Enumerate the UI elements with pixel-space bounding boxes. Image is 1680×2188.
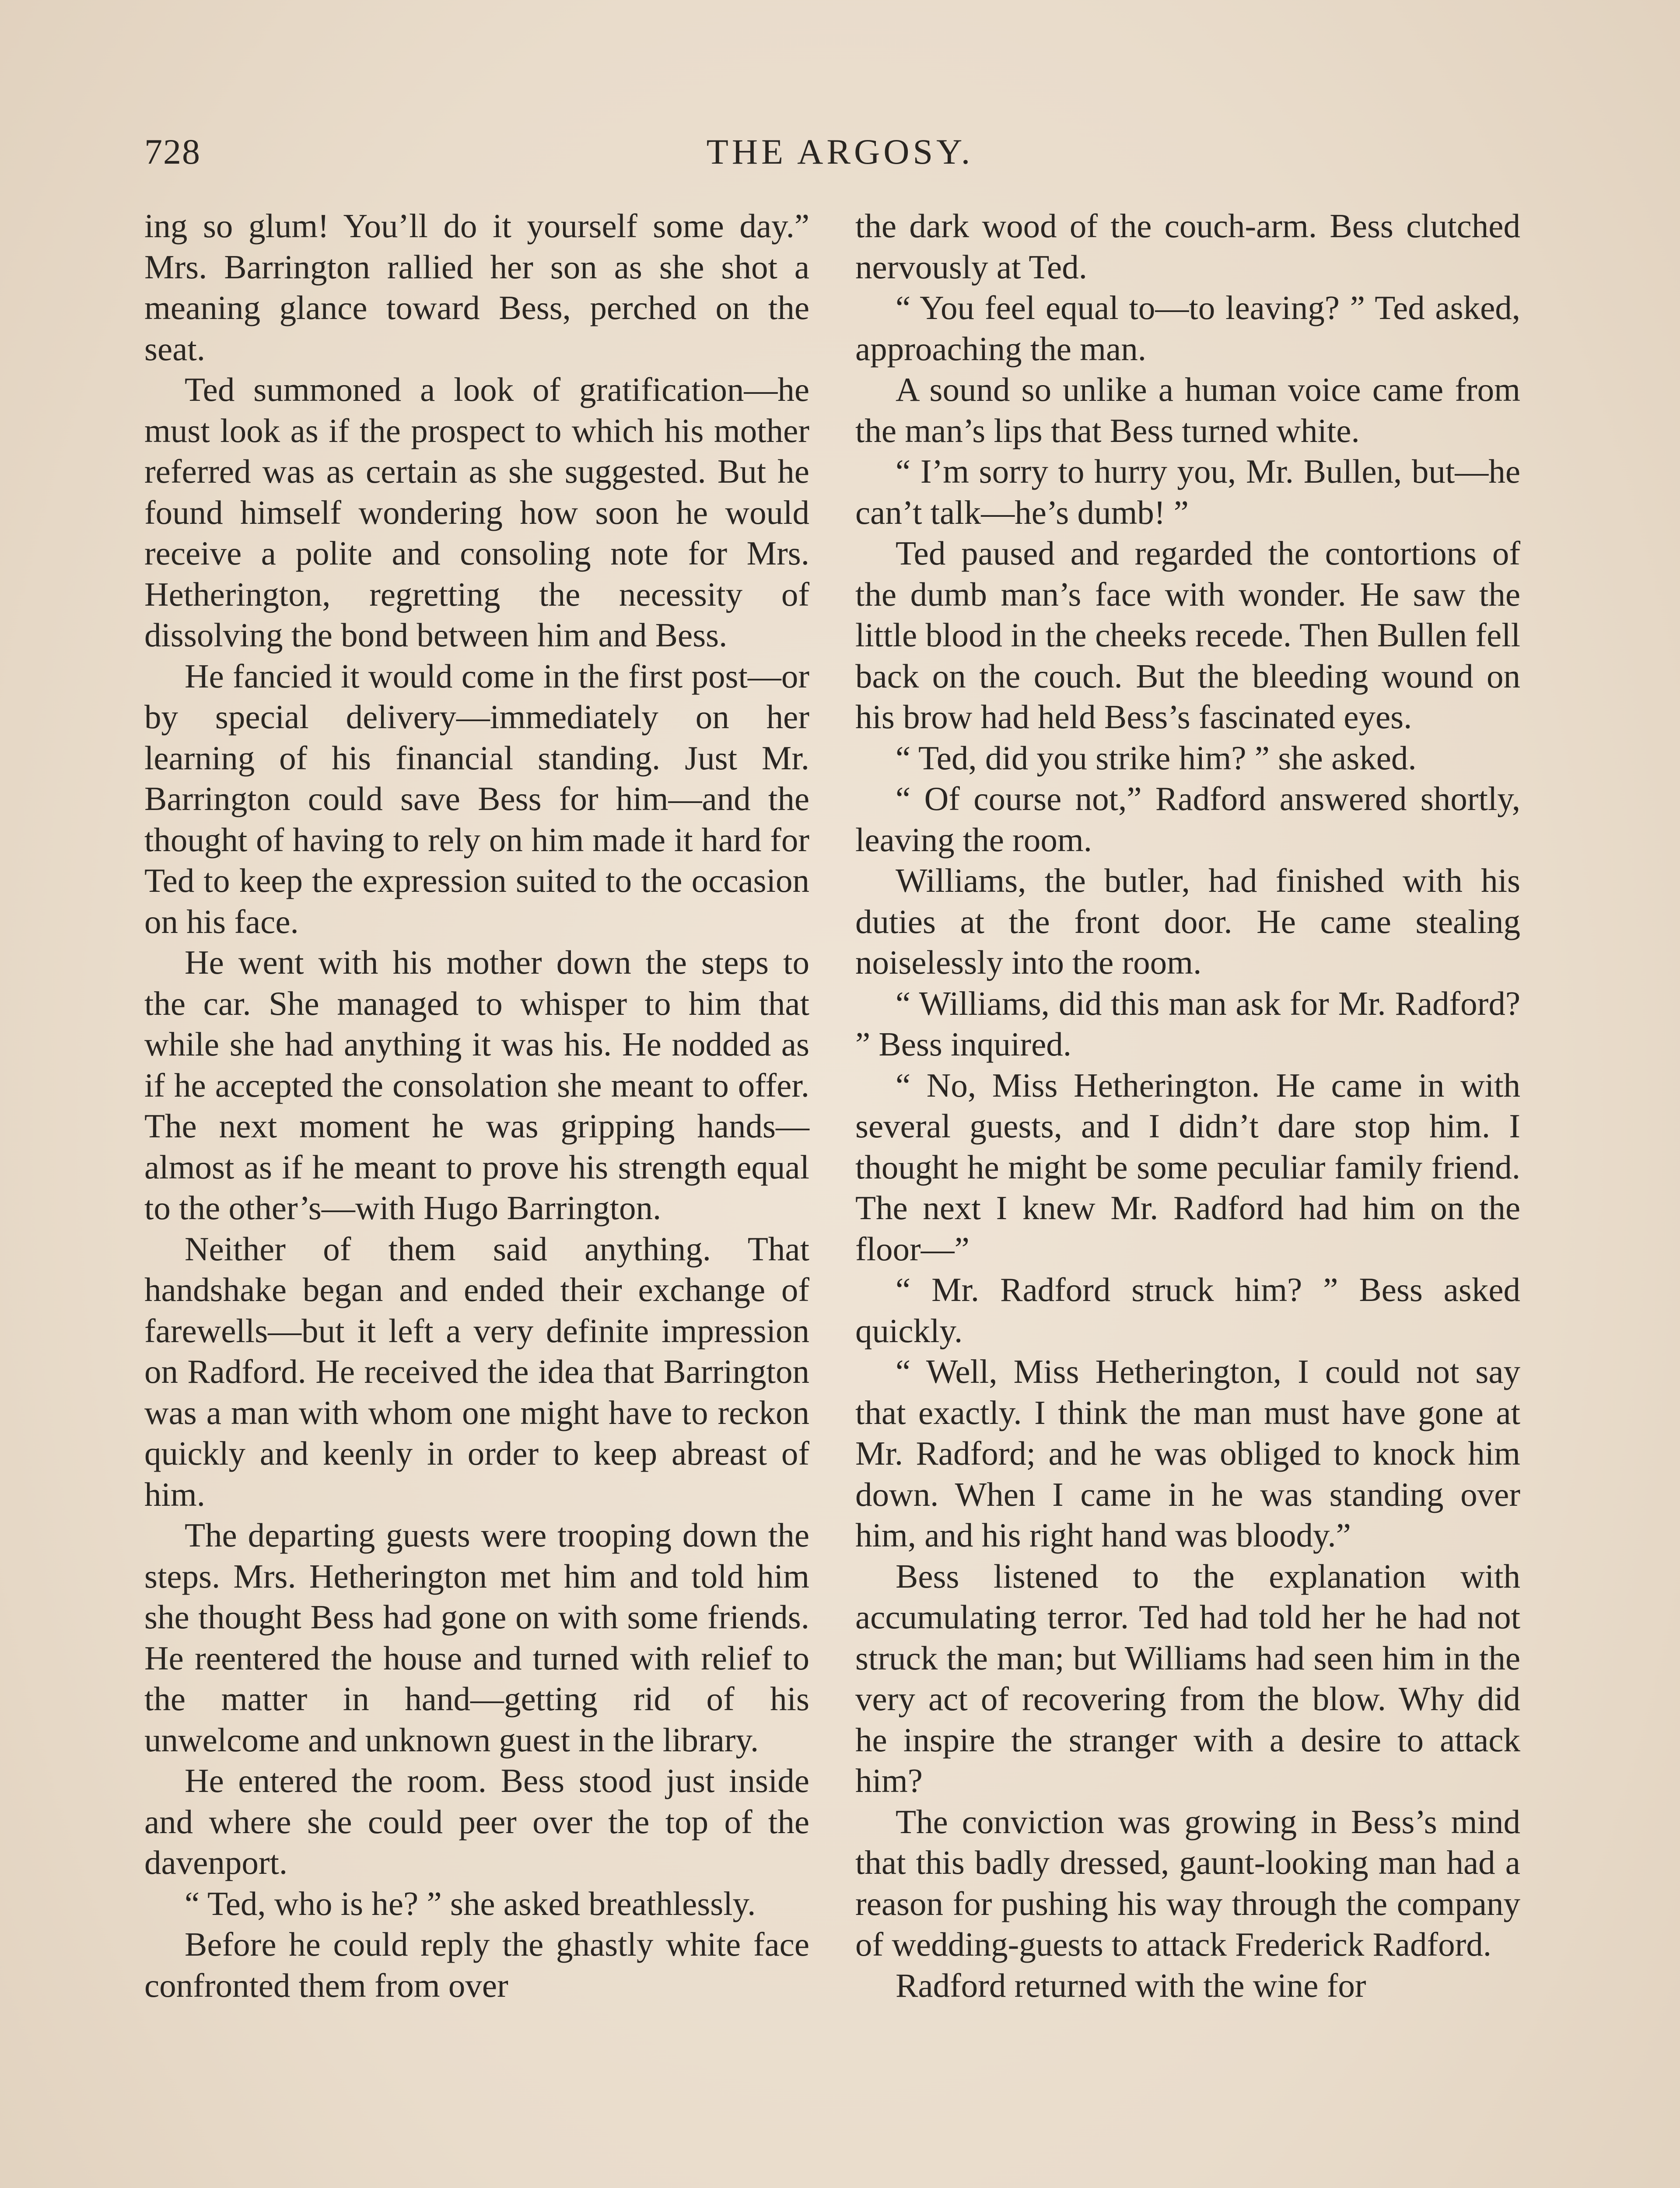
paragraph: “ No, Miss Hetherington. He came in with several guests, and I didn’t dare stop him. I thought he might be some peculiar family friend. The next I knew Mr. Radford had him on the floor—”: [855, 1066, 1520, 1268]
paragraph: “ Well, Miss Hetherington, I could not say that exactly. I think the man must have gone at Mr. Radford; and he was obliged to knock him down. When I came in he was standing over him, and his right hand was bloody.”: [855, 1353, 1520, 1554]
paragraph: Before he could reply the ghastly white face confronted them from over: [144, 1925, 809, 2004]
paragraph: “ You feel equal to—to leaving? ” Ted asked, approaching the man.: [855, 289, 1520, 368]
page-header: [144, 131, 1536, 188]
paragraph: He went with his mother down the steps to the car. She managed to whisper to him that while she had anything it was his. He nodded as if he accepted the consolation she meant to offer. The next moment he was gripping hands—almost as if he meant to prove his strength equal to the other’s—with Hugo Barrington.: [144, 943, 809, 1227]
paragraph: “ Ted, did you strike him? ” she asked.: [896, 739, 1417, 777]
left-column: [144, 206, 809, 2006]
paragraph: He fancied it would come in the first post—or by special delivery—immediately on her learning of his financial standing. Just Mr. Barrington could save Bess for him—and the thought of having to rely on him made it hard for Ted to keep the expression suited to the occasion on his face.: [144, 657, 809, 940]
paragraph: He entered the room. Bess stood just inside and where she could peer over the top of the davenport.: [144, 1762, 809, 1881]
paragraph: the dark wood of the couch-arm. Bess clutched nervously at Ted.: [855, 207, 1520, 286]
paragraph: The departing guests were trooping down the steps. Mrs. Hetherington met him and told him she thought Bess had gone on with some friends. He reentered the house and turned with relief to the matter in hand—getting rid of his unwelcome and unknown guest in the library.: [144, 1516, 809, 1759]
right-column: [855, 206, 1520, 2006]
running-title: THE ARGOSY.: [706, 132, 974, 172]
paragraph: Neither of them said anything. That handshake began and ended their exchange of farewells—but it left a very definite impression on Radford. He received the idea that Barrington was a man with whom one might have to reckon quickly and keenly in order to keep abreast of him.: [144, 1230, 809, 1513]
paragraph: Williams, the butler, had finished with his duties at the front door. He came stealing noiselessly into the room.: [855, 862, 1520, 981]
paragraph: Bess listened to the explanation with accumulating terror. Ted had told her he had not struck the man; but Williams had seen him in the very act of recovering from the blow. Why did he inspire the stranger with a desire to attack him?: [855, 1557, 1520, 1799]
paragraph: ing so glum! You’ll do it yourself some day.” Mrs. Barrington rallied her son as she shot a meaning glance toward Bess, perched on the seat.: [144, 207, 809, 368]
page-number: 728: [144, 132, 201, 172]
paragraph: Ted paused and regarded the contortions of the dumb man’s face with wonder. He saw the little blood in the cheeks recede. Then Bullen fell back on the couch. But the bleeding wound on his brow had held Bess’s fascinated eyes.: [855, 534, 1520, 736]
paragraph: “ Of course not,” Radford answered shortly, leaving the room.: [855, 780, 1520, 859]
paragraph: Ted summoned a look of gratification—he must look as if the prospect to which his mother referred was as certain as she suggested. But he found himself wondering how soon he would receive a polite and consoling note for Mrs. Hetherington, regretting the necessity of dissolving the bond between him and Bess.: [144, 371, 809, 654]
paragraph: A sound so unlike a human voice came from the man’s lips that Bess turned white.: [855, 371, 1520, 449]
paragraph: “ Ted, who is he? ” she asked breathlessly.: [185, 1884, 756, 1922]
paragraph: “ I’m sorry to hurry you, Mr. Bullen, but—he can’t talk—he’s dumb! ”: [855, 452, 1520, 531]
paragraph: The conviction was growing in Bess’s mind that this badly dressed, gaunt-looking man had a reason for pushing his way through the company of wedding-guests to attack Frederick Radford.: [855, 1802, 1520, 1963]
paragraph: “ Williams, did this man ask for Mr. Radford? ” Bess inquired.: [855, 984, 1520, 1063]
paragraph: Radford returned with the wine for: [896, 1966, 1366, 2004]
paragraph: “ Mr. Radford struck him? ” Bess asked quickly.: [855, 1271, 1520, 1350]
